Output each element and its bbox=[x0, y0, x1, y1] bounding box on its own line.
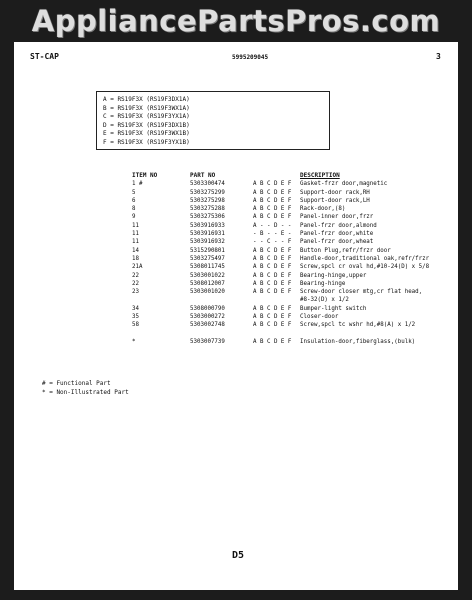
part-number: 5303001020 bbox=[190, 289, 225, 296]
part-number: 5303275298 bbox=[190, 197, 225, 204]
model-variants: A B C D E F bbox=[253, 247, 292, 254]
item-number: 58 bbox=[132, 322, 139, 329]
model-variants: A B C D E F bbox=[253, 264, 292, 271]
part-description: Gasket-frzr door,magnetic bbox=[300, 181, 388, 188]
part-description: Screw,spcl tc wshr hd,#8(A) x 1/2 bbox=[300, 322, 416, 329]
part-description: Closer-door bbox=[300, 314, 339, 321]
part-description: Insulation-door,fiberglass,(bulk) bbox=[300, 338, 416, 345]
part-number: 5303916932 bbox=[190, 239, 225, 246]
model-variants: A B C D E F bbox=[253, 189, 292, 196]
parts-list-page bbox=[14, 42, 458, 590]
model-variants: A B C D E F bbox=[253, 181, 292, 188]
part-description: Panel-frzr door,almond bbox=[300, 222, 377, 229]
model-variants: A B C D E F bbox=[253, 338, 292, 345]
model-variants: A B C D E F bbox=[253, 280, 292, 287]
part-number: 5303275299 bbox=[190, 189, 225, 196]
model-line: A = RS19F3X (RS19F3DX1A) bbox=[103, 96, 190, 103]
model-variants: A B C D E F bbox=[253, 272, 292, 279]
model-variants: A B C D E F bbox=[253, 305, 292, 312]
part-number: 5303275497 bbox=[190, 255, 225, 262]
item-number: 23 bbox=[132, 289, 139, 296]
part-number: 5303000272 bbox=[190, 314, 225, 321]
model-variants: A B C D E F bbox=[253, 289, 292, 296]
part-description: Screw,spcl cr oval hd,#10-24(D) x 5/8 bbox=[300, 264, 430, 271]
part-number: 5308011745 bbox=[190, 264, 225, 271]
item-number: 11 bbox=[132, 231, 139, 238]
part-number: 5303007739 bbox=[190, 338, 225, 345]
item-number: 11 bbox=[132, 222, 139, 229]
model-variants: A - - D - - bbox=[253, 222, 292, 229]
part-description: Button Plug,refr/frzr door bbox=[300, 247, 391, 254]
model-line: C = RS19F3X (RS19F3YX1A) bbox=[103, 113, 190, 120]
model-variants: A B C D E F bbox=[253, 214, 292, 221]
part-number: 5308012007 bbox=[190, 280, 225, 287]
model-variants: A B C D E F bbox=[253, 206, 292, 213]
part-number: 5303300474 bbox=[190, 181, 225, 188]
part-number: 5303275288 bbox=[190, 206, 225, 213]
item-number: 5 bbox=[132, 189, 136, 196]
part-description: Panel-frzr door,wheat bbox=[300, 239, 374, 246]
legend-functional-part: # = Functional Part bbox=[42, 380, 111, 387]
part-number: 5303001022 bbox=[190, 272, 225, 279]
header-page-number: 3 bbox=[436, 52, 441, 61]
column-header-item: ITEM NO bbox=[132, 172, 158, 179]
part-number: 5303916933 bbox=[190, 222, 225, 229]
item-number: 22 bbox=[132, 280, 139, 287]
item-number: * bbox=[132, 338, 136, 345]
item-number: 21A bbox=[132, 264, 143, 271]
part-description: Rack-door,(8) bbox=[300, 206, 346, 213]
model-variants: A B C D E F bbox=[253, 314, 292, 321]
model-variants: - - C - - F bbox=[253, 239, 292, 246]
item-number: 8 bbox=[132, 206, 136, 213]
item-number: 14 bbox=[132, 247, 139, 254]
item-number: 9 bbox=[132, 214, 136, 221]
item-number: 6 bbox=[132, 197, 136, 204]
item-number: 22 bbox=[132, 272, 139, 279]
part-description: Screw-door closer mtg,cr flat head, #8-32(D) x 1/2 bbox=[300, 289, 423, 304]
part-number: 5303275306 bbox=[190, 214, 225, 221]
header-publication-number: 5995209045 bbox=[232, 54, 269, 61]
part-description: Support-door rack,LH bbox=[300, 197, 370, 204]
model-line: E = RS19F3X (RS19F3WX1B) bbox=[103, 130, 190, 137]
model-variants: A B C D E F bbox=[253, 255, 292, 262]
part-description: Panel-inner door,frzr bbox=[300, 214, 374, 221]
item-number: 18 bbox=[132, 255, 139, 262]
part-number: 5308000790 bbox=[190, 305, 225, 312]
model-line: B = RS19F3X (RS19F3WX1A) bbox=[103, 104, 190, 112]
part-number: 5303002748 bbox=[190, 322, 225, 329]
model-line: F = RS19F3X (RS19F3YX1B) bbox=[103, 138, 190, 146]
model-line: D = RS19F3X (RS19F3DX1B) bbox=[103, 121, 190, 129]
part-number: 5303916931 bbox=[190, 231, 225, 238]
column-header-part: PART NO bbox=[190, 172, 216, 179]
model-variants: - B - - E - bbox=[253, 231, 292, 238]
item-number: 34 bbox=[132, 305, 139, 312]
legend-non-illustrated-part: * = Non-Illustrated Part bbox=[42, 388, 129, 396]
model-variants: A B C D E F bbox=[253, 322, 292, 329]
part-description: Handle-door,traditional oak,refr/frzr bbox=[300, 255, 430, 262]
part-description: Panel-frzr door,white bbox=[300, 231, 374, 238]
part-description: Bumper-light switch bbox=[300, 305, 367, 312]
part-description: Bearing-hinge,upper bbox=[300, 272, 367, 279]
page-code: D5 bbox=[232, 550, 245, 561]
item-number: 11 bbox=[132, 239, 139, 246]
site-watermark: AppliancePartsPros.com bbox=[31, 4, 441, 38]
model-legend-box bbox=[96, 91, 330, 150]
part-number: 5315290801 bbox=[190, 247, 225, 254]
part-description: Support-door rack,RH bbox=[300, 189, 370, 196]
header-code: ST-CAP bbox=[30, 52, 59, 61]
symbol-legend bbox=[42, 380, 129, 397]
part-description: Bearing-hinge bbox=[300, 280, 346, 287]
item-number: 1 # bbox=[132, 181, 143, 188]
item-number: 35 bbox=[132, 314, 139, 321]
model-variants: A B C D E F bbox=[253, 197, 292, 204]
column-header-description: DESCRIPTION bbox=[300, 172, 340, 179]
